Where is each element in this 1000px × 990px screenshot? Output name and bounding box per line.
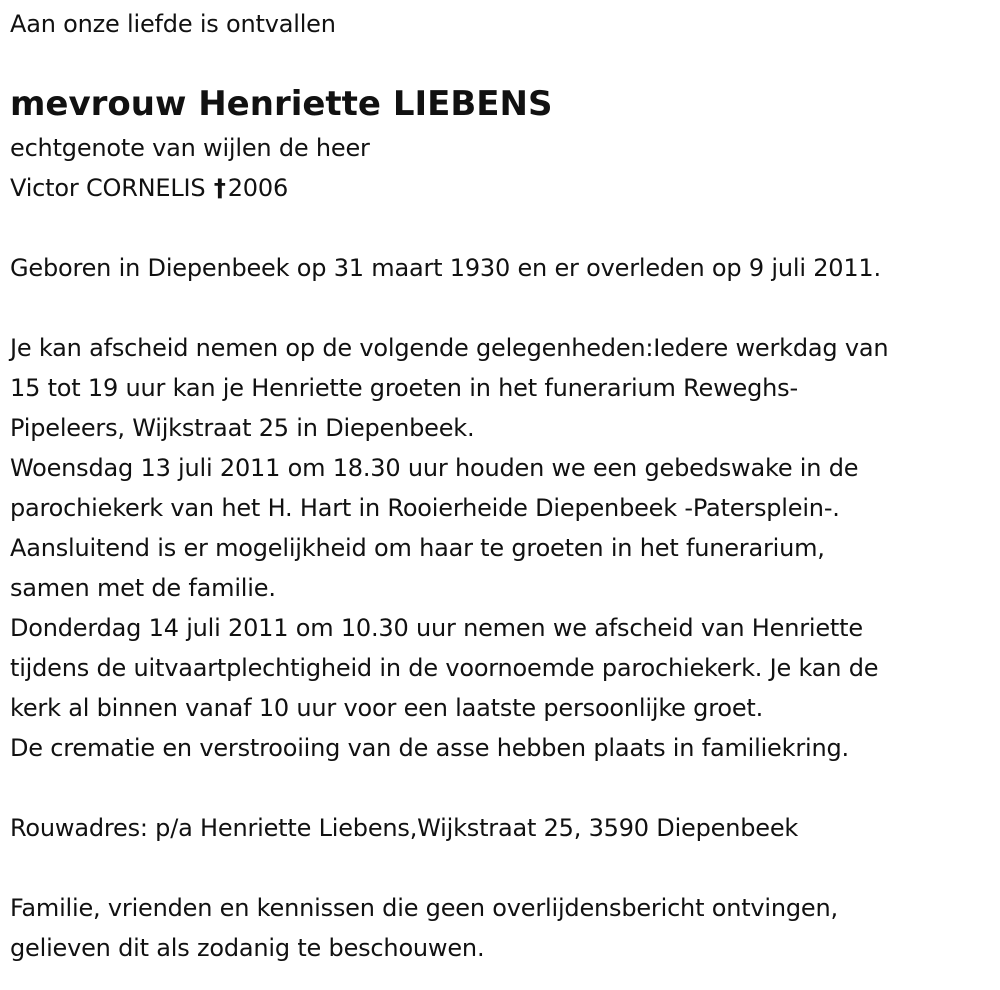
- cross-icon: †: [213, 174, 226, 202]
- mourning-address: Rouwadres: p/a Henriette Liebens,Wijkstraat 25, 3590 Diepenbeek: [10, 814, 799, 842]
- spacer: [10, 768, 995, 808]
- spouse-name-line: [10, 168, 995, 208]
- obituary-notice: [10, 4, 995, 968]
- farewell-line: Pipeleers, Wijkstraat 25 in Diepenbeek.: [10, 414, 475, 442]
- spacer: [10, 848, 995, 888]
- closing-line: gelieven dit als zodanig te beschouwen.: [10, 934, 485, 962]
- spouse-name: Victor CORNELIS: [10, 174, 206, 202]
- farewell-line: samen met de familie.: [10, 574, 276, 602]
- spacer: [10, 288, 995, 328]
- closing-paragraph: [10, 888, 995, 968]
- farewell-line: Woensdag 13 juli 2011 om 18.30 uur houden we een gebedswake in de: [10, 454, 859, 482]
- spouse-line: echtgenote van wijlen de heer: [10, 134, 370, 162]
- birth-death-text: Geboren in Diepenbeek op 31 maart 1930 en er overleden op 9 juli 2011.: [10, 254, 881, 282]
- farewell-line: parochiekerk van het H. Hart in Rooierheide Diepenbeek -Patersplein-.: [10, 494, 840, 522]
- farewell-line: Donderdag 14 juli 2011 om 10.30 uur nemen we afscheid van Henriette: [10, 614, 863, 642]
- farewell-line: De crematie en verstrooiing van de asse hebben plaats in familiekring.: [10, 734, 849, 762]
- farewell-line: Je kan afscheid nemen op de volgende gelegenheden:Iedere werkdag van: [10, 334, 889, 362]
- farewell-line: tijdens de uitvaartplechtigheid in de voornoemde parochiekerk. Je kan de: [10, 654, 879, 682]
- spacer: [10, 208, 995, 248]
- spouse-death-year: 2006: [227, 174, 289, 202]
- farewell-paragraph: [10, 328, 995, 768]
- farewell-line: kerk al binnen vanaf 10 uur voor een laatste persoonlijke groet.: [10, 694, 764, 722]
- farewell-line: 15 tot 19 uur kan je Henriette groeten in het funerarium Reweghs-: [10, 374, 798, 402]
- intro-text: Aan onze liefde is ontvallen: [10, 10, 336, 38]
- deceased-name: mevrouw Henriette LIEBENS: [10, 84, 553, 124]
- farewell-line: Aansluitend is er mogelijkheid om haar te groeten in het funerarium,: [10, 534, 825, 562]
- closing-line: Familie, vrienden en kennissen die geen overlijdensbericht ontvingen,: [10, 894, 838, 922]
